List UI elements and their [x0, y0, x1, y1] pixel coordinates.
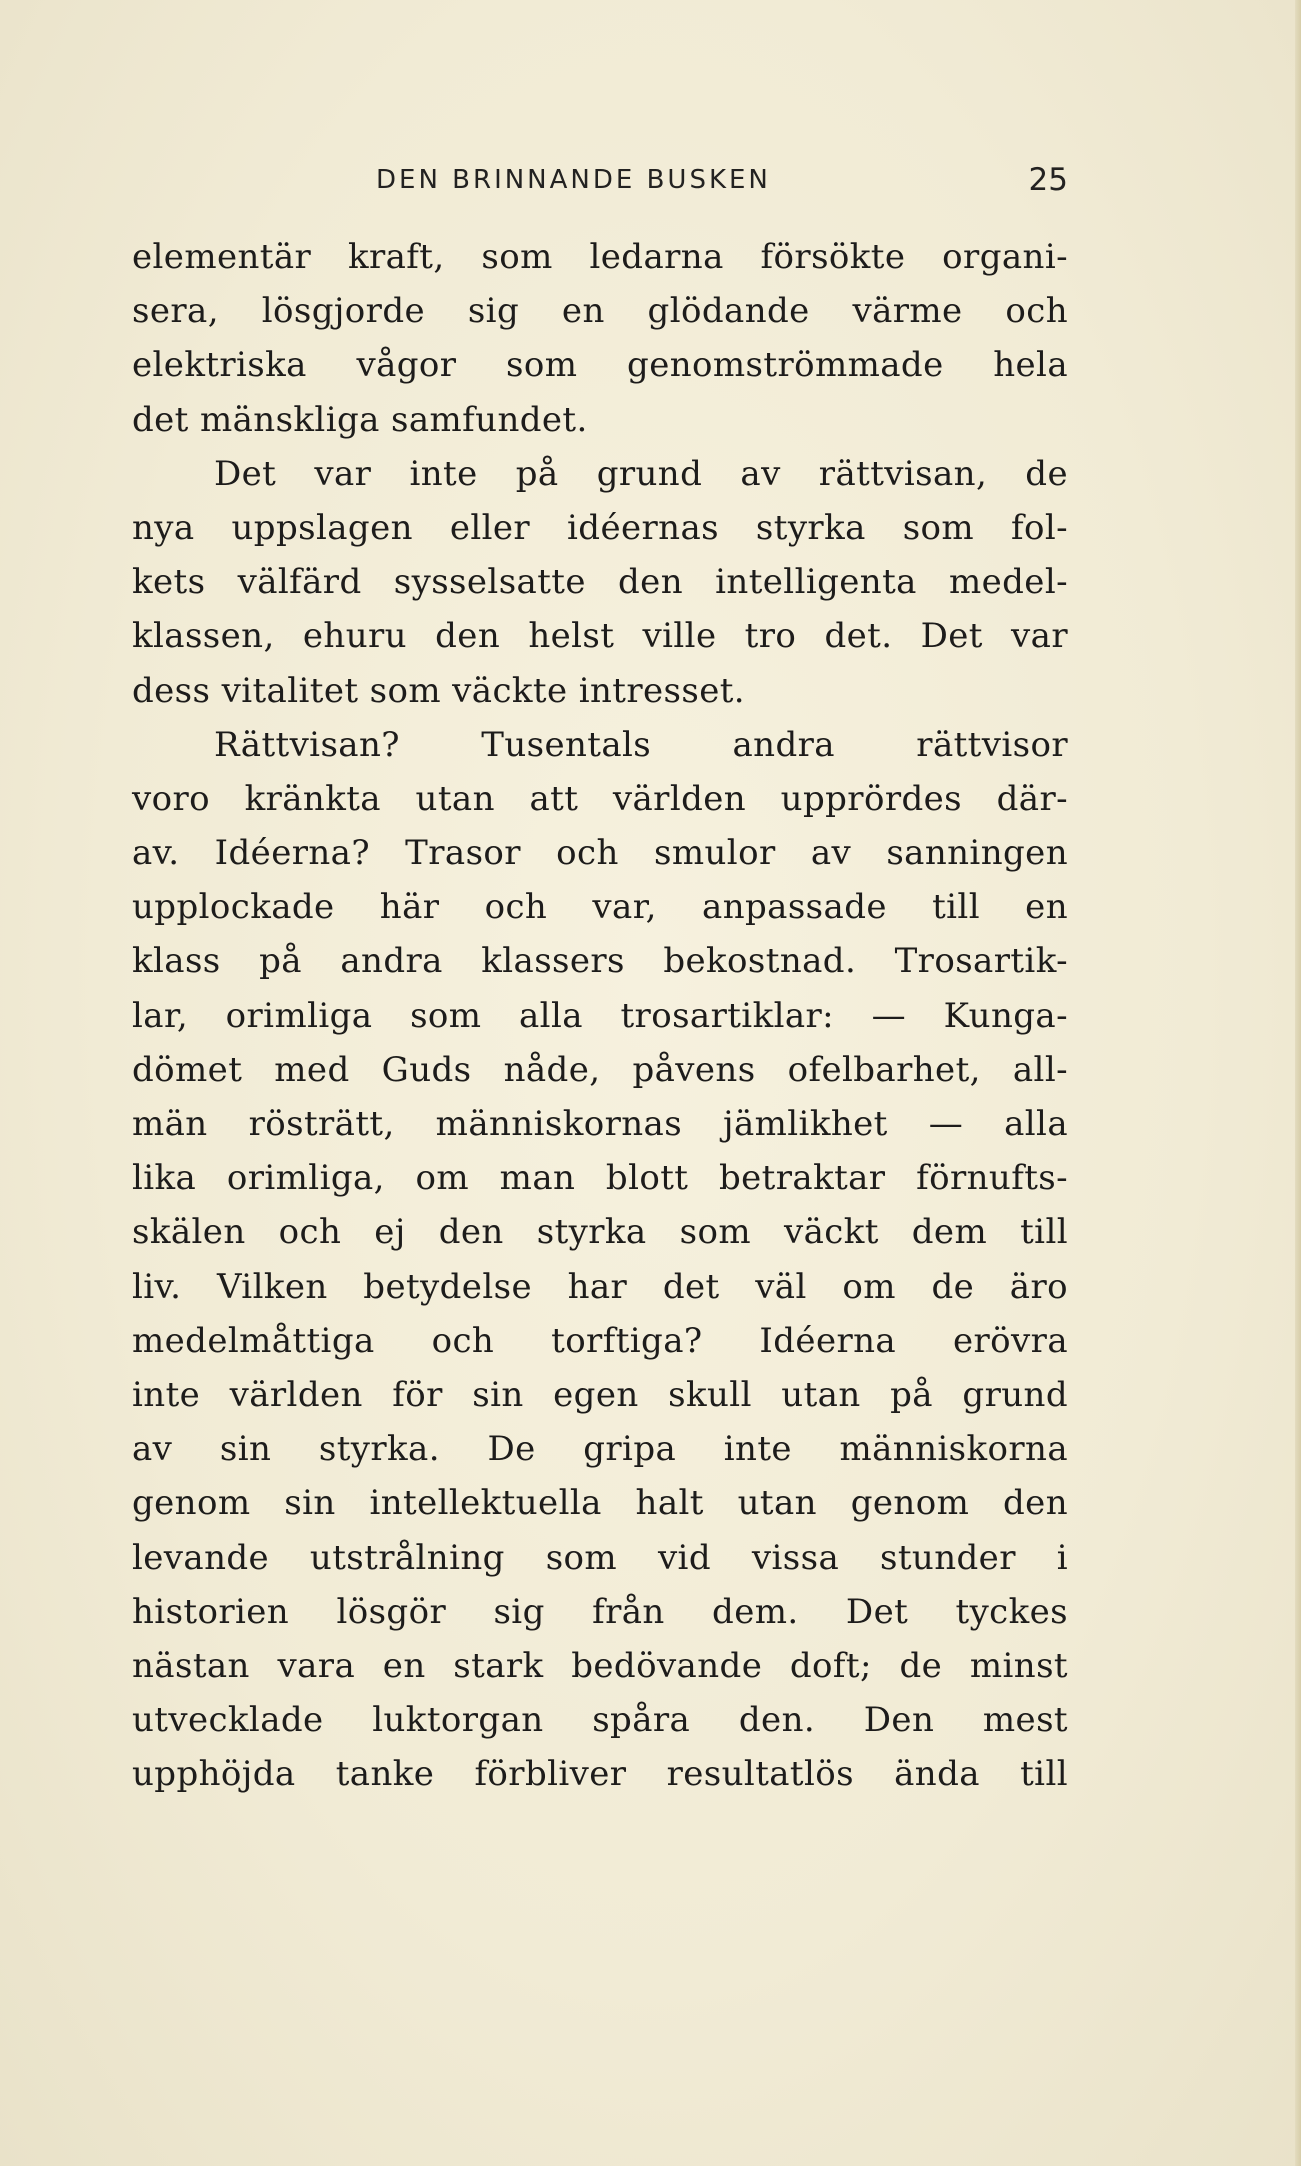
page-edge [1295, 0, 1301, 2166]
text-line: det mänskliga samfundet. [132, 399, 588, 440]
text-line: Det var inte på grund av rättvisan, de [214, 453, 1068, 494]
text-line: inte världen för sin egen skull utan på grund [132, 1374, 1068, 1415]
text-line: liv. Vilken betydelse har det väl om de äro [132, 1266, 1068, 1307]
body-text [132, 230, 1068, 1801]
page-header [132, 160, 1068, 204]
text-line: dess vitalitet som väckte intresset. [132, 670, 745, 711]
text-line: Rättvisan? Tusentals andra rättvisor [214, 724, 1068, 765]
page-number: 25 [1028, 162, 1068, 198]
text-line: sera, lösgjorde sig en glödande värme och [132, 291, 1068, 332]
text-line: nya uppslagen eller idéernas styrka som fol- [132, 507, 1068, 548]
text-line: voro kränkta utan att världen upprördes där- [132, 778, 1068, 819]
text-line: dömet med Guds nåde, påvens ofelbarhet, all- [132, 1049, 1068, 1090]
text-line: upphöjda tanke förbliver resultatlös ända till [132, 1754, 1068, 1795]
text-line: medelmåttiga och torftiga? Idéerna erövra [132, 1320, 1068, 1361]
text-line: historien lösgör sig från dem. Det tyckes [132, 1591, 1068, 1632]
text-line: utvecklade luktorgan spåra den. Den mest [132, 1700, 1068, 1741]
text-line: nästan vara en stark bedövande doft; de minst [132, 1645, 1068, 1686]
text-line: klassen, ehuru den helst ville tro det. Det var [132, 616, 1068, 657]
text-line: av sin styrka. De gripa inte människorna [132, 1429, 1068, 1470]
text-line: av. Idéerna? Trasor och smulor av sanningen [132, 833, 1068, 874]
text-line: kets välfärd sysselsatte den intelligenta medel- [132, 562, 1068, 603]
running-title: DEN BRINNANDE BUSKEN [376, 165, 771, 195]
text-line: lar, orimliga som alla trosartiklar: — Kunga- [132, 995, 1068, 1036]
text-line: elektriska vågor som genomströmmade hela [132, 345, 1068, 386]
text-line: män rösträtt, människornas jämlikhet — alla [132, 1104, 1068, 1144]
text-line: lika orimliga, om man blott betraktar förnufts- [132, 1158, 1068, 1199]
text-line: elementär kraft, som ledarna försökte organi- [132, 237, 1068, 277]
text-line: levande utstrålning som vid vissa stunder i [132, 1537, 1068, 1578]
text-line: genom sin intellektuella halt utan genom den [132, 1483, 1068, 1524]
text-line: skälen och ej den styrka som väckt dem till [132, 1212, 1068, 1253]
text-line: klass på andra klassers bekostnad. Trosartik- [132, 941, 1068, 982]
text-line: upplockade här och var, anpassade till en [132, 887, 1068, 928]
